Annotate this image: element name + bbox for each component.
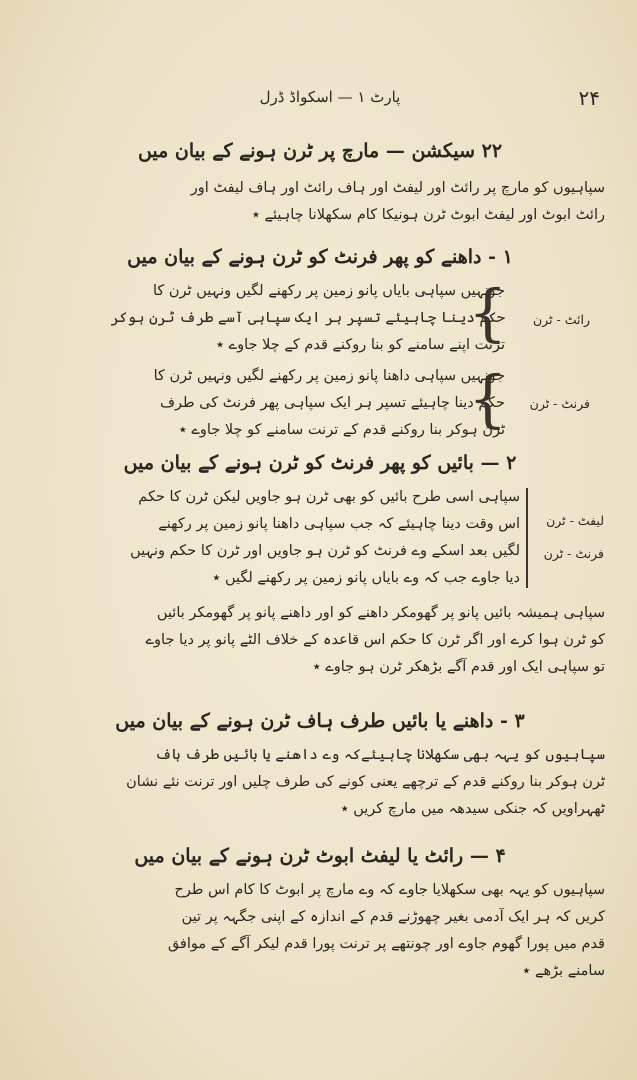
sub-3-heading: ۳ - داھنے یا بائیں طرف ہاف ٹرن ہونے کے بیان میں: [115, 710, 525, 732]
text-line: ٹرن ہوکر بنا روکنے قدم کے ترنت سامنے کو چلا جاوے ٭: [178, 422, 505, 438]
right-turn-label: رائٹ - ٹرن: [533, 312, 590, 327]
text-line: حکم دینا چاہیئے تسپر ہر ایک سپاہی پھر فرنٹ کی طرف: [159, 395, 505, 411]
text-line: سپاہیوں کو یہہ بھی سکھلایا جاوے کہ وے مارچ پر ابوٹ کا کام اس طرح: [174, 882, 605, 898]
sub-3-paragraph: [40, 742, 605, 823]
sub-4-heading: ۴ — رائٹ یا لیفٹ ابوٹ ٹرن ہونے کے بیان میں: [134, 845, 506, 867]
text-line: لگیں بعد اسکے وے فرنٹ کو ٹرن ہو جاویں اور ٹرن کا حکم ونہیں: [130, 543, 520, 559]
text-line: سپاہیوں کو مارچ پر رائٹ اور لیفٹ اور ہاف رائٹ اور ہاف لیفٹ اور: [190, 180, 605, 196]
text-line: سپاہیوں کو یہہ بھی سکھلانا چاہیئےکہ وے داھنے یا بائیں طرف ہاف: [154, 747, 605, 763]
sub-4-paragraph: [40, 877, 605, 985]
text-line: تو سپاہی ایک اور قدم آگے بڑھکر ٹرن ہو جاوے ٭: [312, 659, 605, 675]
bracket-line: [526, 488, 528, 588]
text-line: سامنے بڑھے ٭: [522, 963, 605, 979]
text-line: سپاہی اسی طرح بائیں کو بھی ٹرن ہو جاویں لیکن ٹرن کا حکم: [138, 489, 520, 505]
front-turn-instruction: [40, 362, 508, 444]
left-turn-label: لیفٹ - ٹرن: [546, 513, 604, 528]
text-line: سپاہی ہمیشہ بائیں پانو پر گھومکر داھنے کو اور داھنے پانو پر گھومکر بائیں: [156, 605, 605, 621]
text-line: ترنت اپنے سامنے کو بنا روکنے قدم کے چلا جاوے ٭: [216, 337, 505, 353]
sub-2-note: [40, 600, 605, 681]
text-line: ٹھہراویں کہ جنکی سیدھہ میں مارچ کریں ٭: [340, 801, 605, 817]
sub-1-heading: ۱ - داھنے کو پھر فرنٹ کو ٹرن ہونے کے بیان میں: [127, 246, 513, 268]
text-line: رائٹ ابوٹ اور لیفٹ ابوٹ ٹرن ہونیکا کام سکھلانا چاہیئے ٭: [252, 207, 605, 223]
text-line: حکم دینا چاہیئے تسپر ہر ایک سپاہی آسے طرف ٹرن ہوکر: [110, 310, 505, 326]
brace-icon: {: [468, 276, 508, 349]
page-number: ۲۴: [578, 86, 600, 110]
right-turn-instruction: [40, 276, 508, 359]
text-line: کریں کہ ہر ایک آدمی بغیر چھوڑنے قدم کے اندازہ کے اپنی جگہہ پر تین: [181, 909, 605, 925]
front-turn-label: فرنٹ - ٹرن: [543, 546, 604, 561]
brace-icon: {: [468, 362, 508, 435]
text-line: دیا جاوے جب کہ وے بایاں پانو زمین پر رکھنے لگیں ٭: [212, 570, 520, 586]
text-line: ٹرن ہوکر بنا روکنے قدم کے ترچھے یعنی کونے کی طرف چلیں اور ترنت نئے نشان: [126, 774, 605, 790]
section-22-heading: ۲۲ سیکشن — مارچ پر ٹرن ہونے کے بیان میں: [137, 140, 503, 162]
page-header: [40, 86, 600, 114]
front-turn-label: فرنٹ - ٹرن: [529, 396, 590, 411]
running-title: پارٹ ۱ — اسکواڈ ڈرل: [259, 88, 401, 106]
text-line: کو ٹرن ہوا کرے اور اگر ٹرن کا حکم اس قاعدہ کے خلاف الٹے پانو پر دیا جاوے: [145, 632, 605, 648]
section-22-paragraph: [40, 175, 605, 229]
text-line: جونہیں سپاہی بایاں پانو زمین پر رکھنے لگیں ونہیں ٹرن کا: [152, 283, 505, 299]
text-line: اس وقت دینا چاہیئے کہ جب سپاہی داھنا پانو زمین پر رکھنے: [158, 516, 520, 532]
left-turn-instruction: [40, 484, 520, 592]
text-line: قدم میں پورا گھوم جاوے اور چونتھے پر ترنت پورا قدم لیکر آگے کے موافق: [167, 936, 605, 952]
sub-2-heading: ۲ — بائیں کو پھر فرنٹ کو ٹرن ہونے کے بیان میں: [123, 452, 517, 474]
text-line: جونہیں سپاہی داھنا پانو زمین پر رکھنے لگیں ونہیں ٹرن کا: [153, 368, 505, 384]
